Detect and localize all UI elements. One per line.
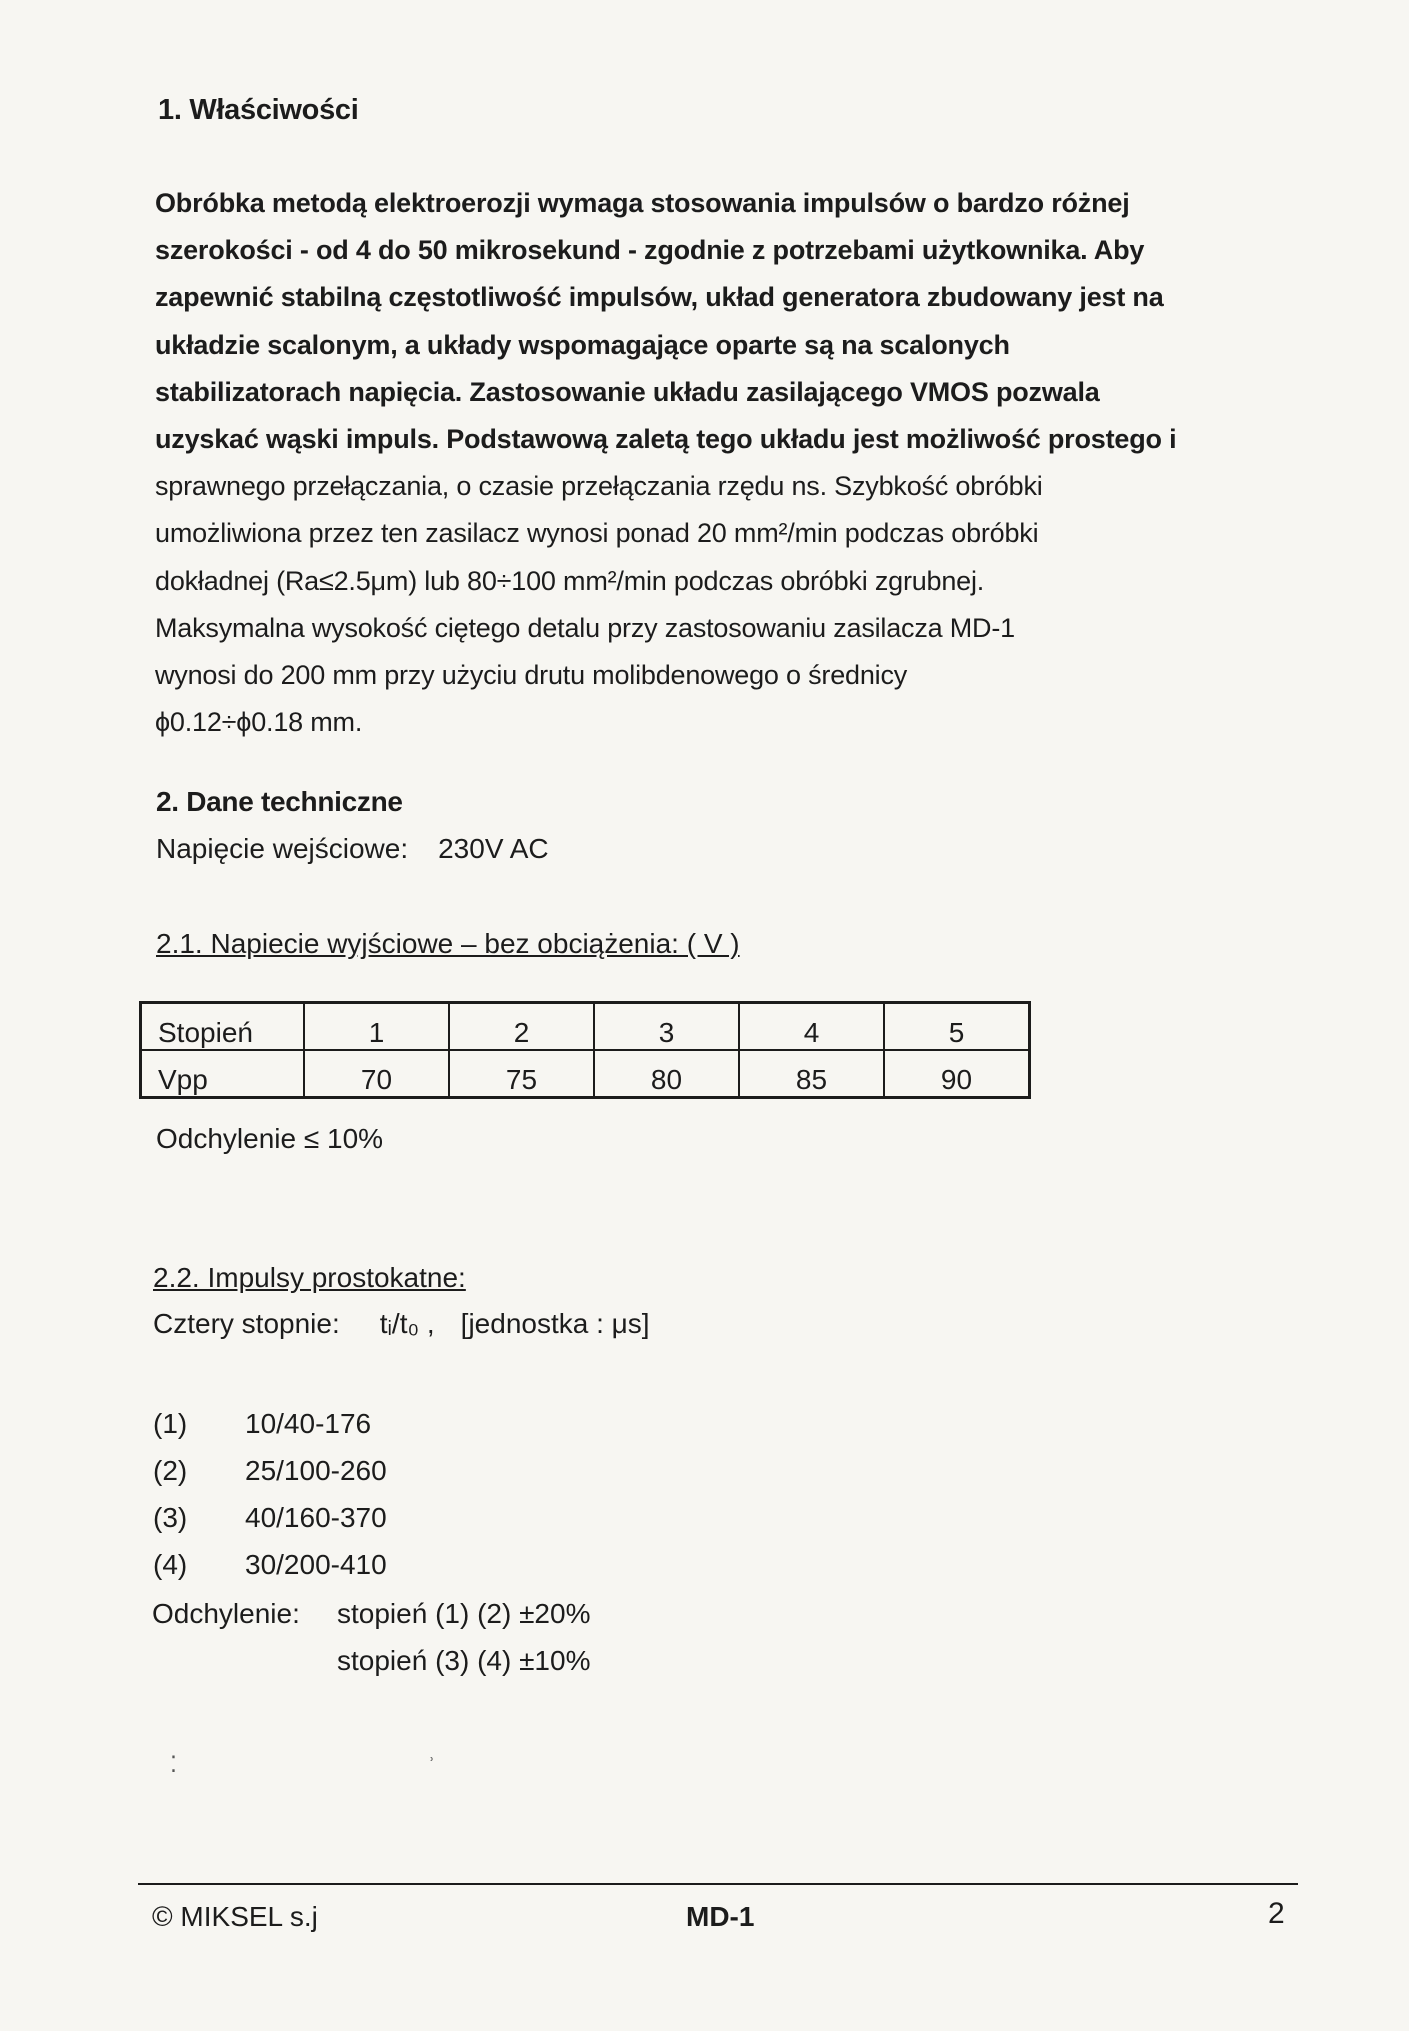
input-voltage-label: Napięcie wejściowe: [156,833,409,864]
table-cell: 75 [449,1050,594,1098]
table-cell: Vpp [141,1050,305,1098]
voltage-deviation: Odchylenie ≤ 10% [156,1123,384,1154]
impulse-list [153,1400,387,1588]
table-cell: 85 [739,1050,884,1098]
table-cell: Stopień [141,1003,305,1051]
para-line: uzyskać wąski impuls. Podstawową zaletą tego układu jest możliwość prostego i [155,424,1177,455]
input-voltage-value: 230V AC [438,833,549,864]
list-item-value: 10/40-176 [245,1408,372,1439]
list-item-value: 30/200-410 [245,1549,387,1580]
footer-model: MD-1 [686,1901,755,1932]
table-cell: 5 [884,1003,1030,1051]
stages-unit: [jednostka : μs] [460,1308,650,1339]
table-cell: 90 [884,1050,1030,1098]
stages-line [153,1308,650,1340]
para-line: dokładnej (Ra≤2.5μm) lub 80÷100 mm²/min podczas obróbki zgrubnej. [155,565,985,596]
list-item [153,1541,387,1588]
footer-page-number: 2 [1268,1897,1285,1930]
list-item-value: 40/160-370 [245,1502,387,1533]
list-item-number: (1) [153,1408,188,1439]
para-line: zapewnić stabilną częstotliwość impulsów, układ generatora zbudowany jest na [155,282,1164,313]
section1-paragraph [155,180,1245,746]
scan-specks: ⁚ [170,1752,177,1777]
table-cell: 3 [594,1003,739,1051]
section21-title: 2.1. Napiecie wyjściowe – bez obciążenia: ( V ) [156,928,740,959]
input-voltage [156,833,549,865]
para-line: stabilizatorach napięcia. Zastosowanie układu zasilającego VMOS pozwala [155,376,1100,407]
table-row [141,1050,1030,1098]
para-line: Maksymalna wysokość ciętego detalu przy zastosowaniu zasilacza MD-1 [155,612,1015,643]
impulse-deviation-label: Odchylenie: [152,1598,300,1629]
list-item [153,1447,387,1494]
table-cell: 2 [449,1003,594,1051]
stages-formula: tᵢ/t₀ , [379,1308,435,1339]
impulse-deviation-row: stopień (3) (4) ±10% [337,1645,591,1676]
table-cell: 70 [304,1050,449,1098]
footer-copyright: © MIKSEL s.j [152,1901,318,1932]
para-line: sprawnego przełączania, o czasie przełączania rzędu ns. Szybkość obróbki [155,471,1043,502]
section1-title: 1. Właściwości [158,94,359,126]
footer-divider [138,1883,1298,1885]
table-cell: 80 [594,1050,739,1098]
section2-title: 2. Dane techniczne [156,786,403,817]
para-line: ϕ0.12÷ϕ0.18 mm. [155,707,363,738]
list-item [153,1400,387,1447]
section22-title: 2.2. Impulsy prostokatne: [153,1262,466,1293]
voltage-table [139,1001,1031,1099]
list-item-number: (2) [153,1455,188,1486]
list-item-number: (3) [153,1502,188,1533]
impulse-deviation-row: stopień (1) (2) ±20% [337,1598,591,1629]
list-item-number: (4) [153,1549,188,1580]
table-cell: 1 [304,1003,449,1051]
table-cell: 4 [739,1003,884,1051]
list-item [153,1494,387,1541]
para-line: Obróbka metodą elektroerozji wymaga stosowania impulsów o bardzo różnej [155,188,1130,218]
para-line: umożliwiona przez ten zasilacz wynosi ponad 20 mm²/min podczas obróbki [155,518,1039,549]
table-row [141,1003,1030,1051]
para-line: układzie scalonym, a układy wspomagające oparte są na scalonych [155,329,1010,360]
impulse-deviation [152,1590,590,1684]
para-line: wynosi do 200 mm przy użyciu drutu molibdenowego o średnicy [155,660,908,691]
para-line: szerokości - od 4 do 50 mikrosekund - zgodnie z potrzebami użytkownika. Aby [155,235,1145,266]
stages-label: Cztery stopnie: [153,1308,340,1339]
scan-specks: ˒ [428,1742,436,1767]
list-item-value: 25/100-260 [245,1455,387,1486]
